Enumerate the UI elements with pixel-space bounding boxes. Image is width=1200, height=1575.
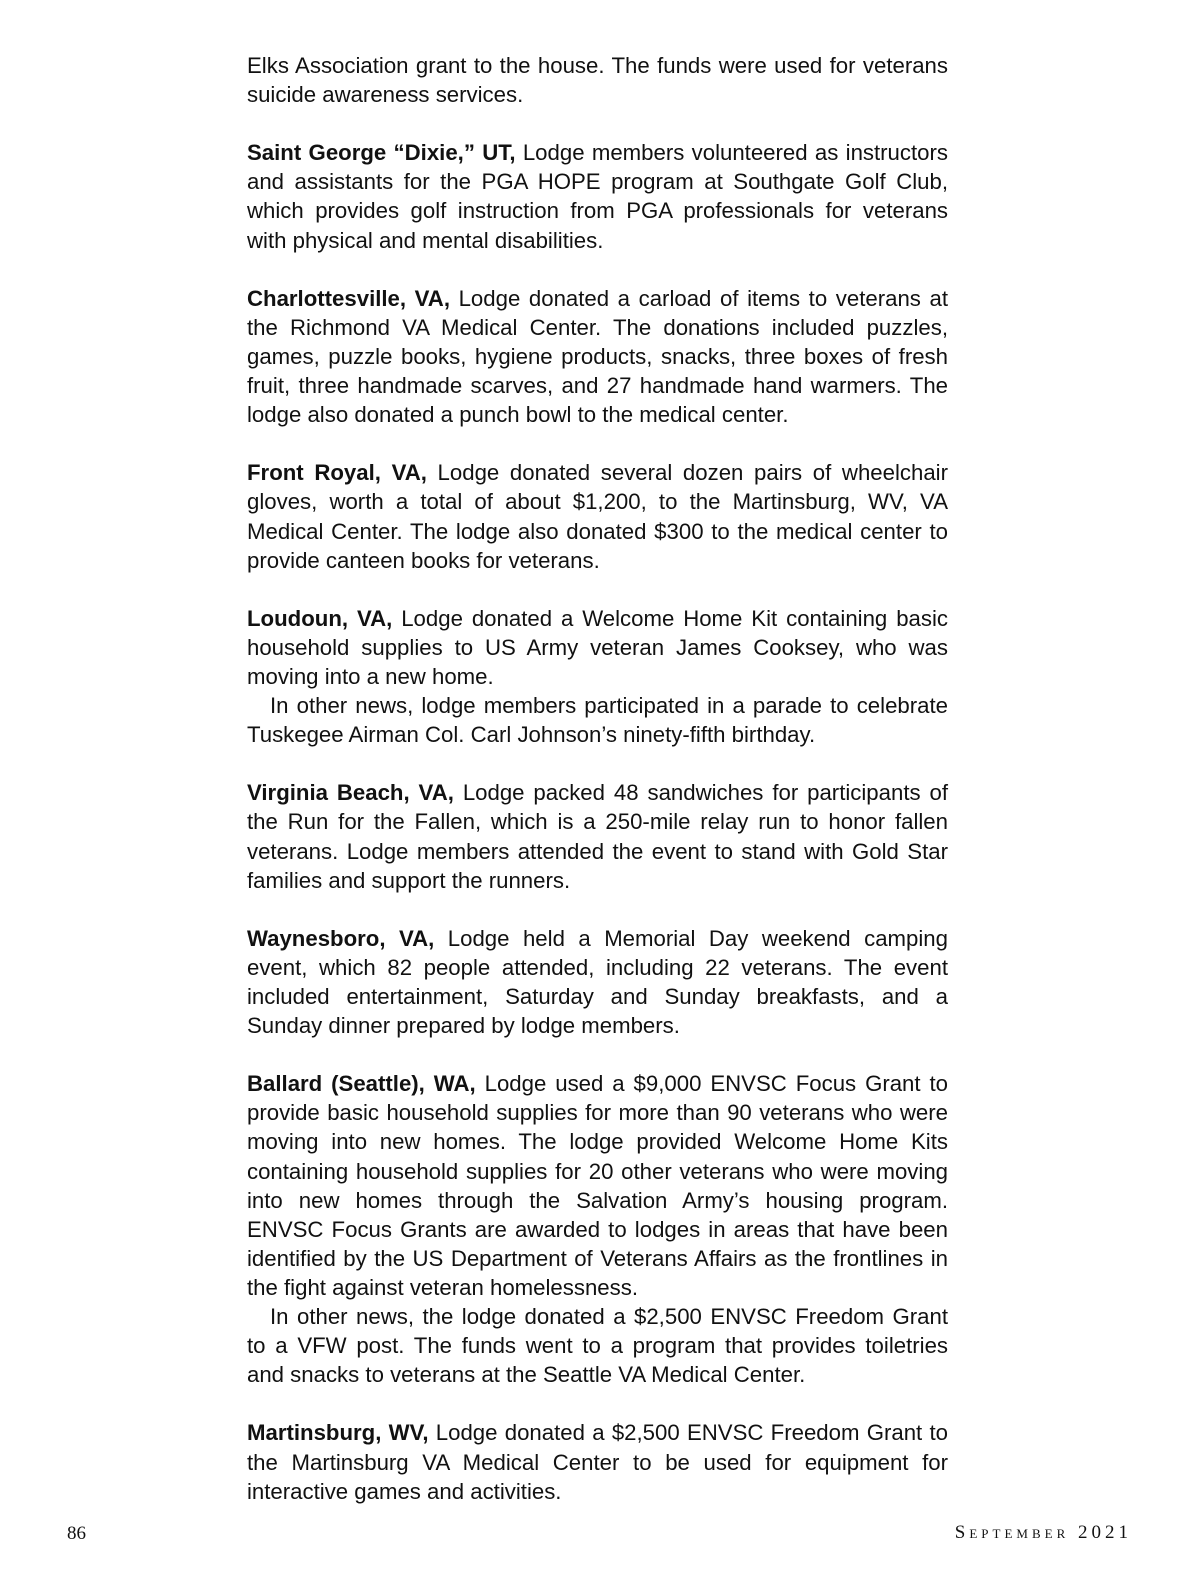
lodge-name: Saint George “Dixie,” UT,	[247, 140, 516, 166]
entry-saint-george	[247, 138, 948, 254]
entry-ballard-followup: In other news, the lodge donated a $2,500 ENVSC Freedom Grant to a VFW post. The funds went to a program that provides toiletries and snacks to veterans at the Seattle VA Medical Center.	[247, 1304, 948, 1388]
entry-text: Lodge donated several dozen pairs of wheelchair gloves, worth a total of about $1,200, to the Martinsburg, WV, VA Medical Center. The lodge also donated $300 to the medical center to provide canteen books for veterans.	[247, 460, 948, 573]
entry-text: Lodge held a Memorial Day weekend camping event, which 82 people attended, including 22 veterans. The event included entertainment, Saturday and Sunday breakfasts, and a Sunday dinner prepared by lodge members.	[247, 925, 948, 1039]
entry-text: Lodge donated a $2,500 ENVSC Freedom Grant to the Martinsburg VA Medical Center to be used for equipment for interactive games and activities.	[247, 1420, 948, 1504]
entry-text: Lodge donated a carload of items to veterans at the Richmond VA Medical Center. The donations included puzzles, games, puzzle books, hygiene products, snacks, three boxes of fresh fruit, three handmade scarves, and 27 handmade hand warmers. The lodge also donated a punch bowl to the medical center.	[247, 285, 948, 428]
lodge-name: Front Royal, VA,	[247, 460, 427, 486]
entry-loudoun	[247, 604, 948, 691]
entry-text: Lodge members volunteered as instructors and assistants for the PGA HOPE program at Southgate Golf Club, which provides golf instruction from PGA professionals for veterans with physical and mental disabilities.	[247, 140, 948, 253]
page-number: 86	[67, 1523, 86, 1544]
lodge-name: Charlottesville, VA,	[247, 285, 450, 311]
lodge-name: Waynesboro, VA,	[247, 925, 435, 951]
entry-front-royal	[247, 458, 948, 574]
continuation-paragraph: Elks Association grant to the house. The funds were used for veterans suicide awareness services.	[247, 53, 948, 108]
entry-text: Lodge donated a Welcome Home Kit containing basic household supplies to US Army veteran James Cooksey, who was moving into a new home.	[247, 605, 948, 689]
entry-virginia-beach	[247, 778, 948, 894]
article-column	[247, 51, 948, 1506]
entry-charlottesville	[247, 284, 948, 429]
entry-text: Lodge used a $9,000 ENVSC Focus Grant to provide basic household supplies for more than 90 veterans who were moving into new homes. The lodge provided Welcome Home Kits containing household supplies for 20 other veterans who were moving into new homes through the Salvation Army’s housing program. ENVSC Focus Grants are awarded to lodges in areas that have been identified by the US Department of Veterans Affairs as the frontlines in the fight against veteran homelessness.	[247, 1071, 948, 1300]
entry-ballard	[247, 1069, 948, 1302]
lodge-name: Martinsburg, WV,	[247, 1420, 429, 1446]
lodge-name: Virginia Beach, VA,	[247, 780, 454, 806]
entry-loudoun-followup: In other news, lodge members participated in a parade to celebrate Tuskegee Airman Col. Carl Johnson’s ninety-fifth birthday.	[247, 693, 948, 748]
entry-text: Lodge packed 48 sandwiches for participants of the Run for the Fallen, which is a 250-mile relay run to honor fallen veterans. Lodge members attended the event to stand with Gold Star families and support the runners.	[247, 780, 948, 893]
entry-waynesboro	[247, 924, 948, 1040]
issue-date: September 2021	[954, 1522, 1132, 1543]
entry-martinsburg	[247, 1418, 948, 1505]
lodge-name: Ballard (Seattle), WA,	[247, 1071, 476, 1097]
lodge-name: Loudoun, VA,	[247, 605, 393, 631]
